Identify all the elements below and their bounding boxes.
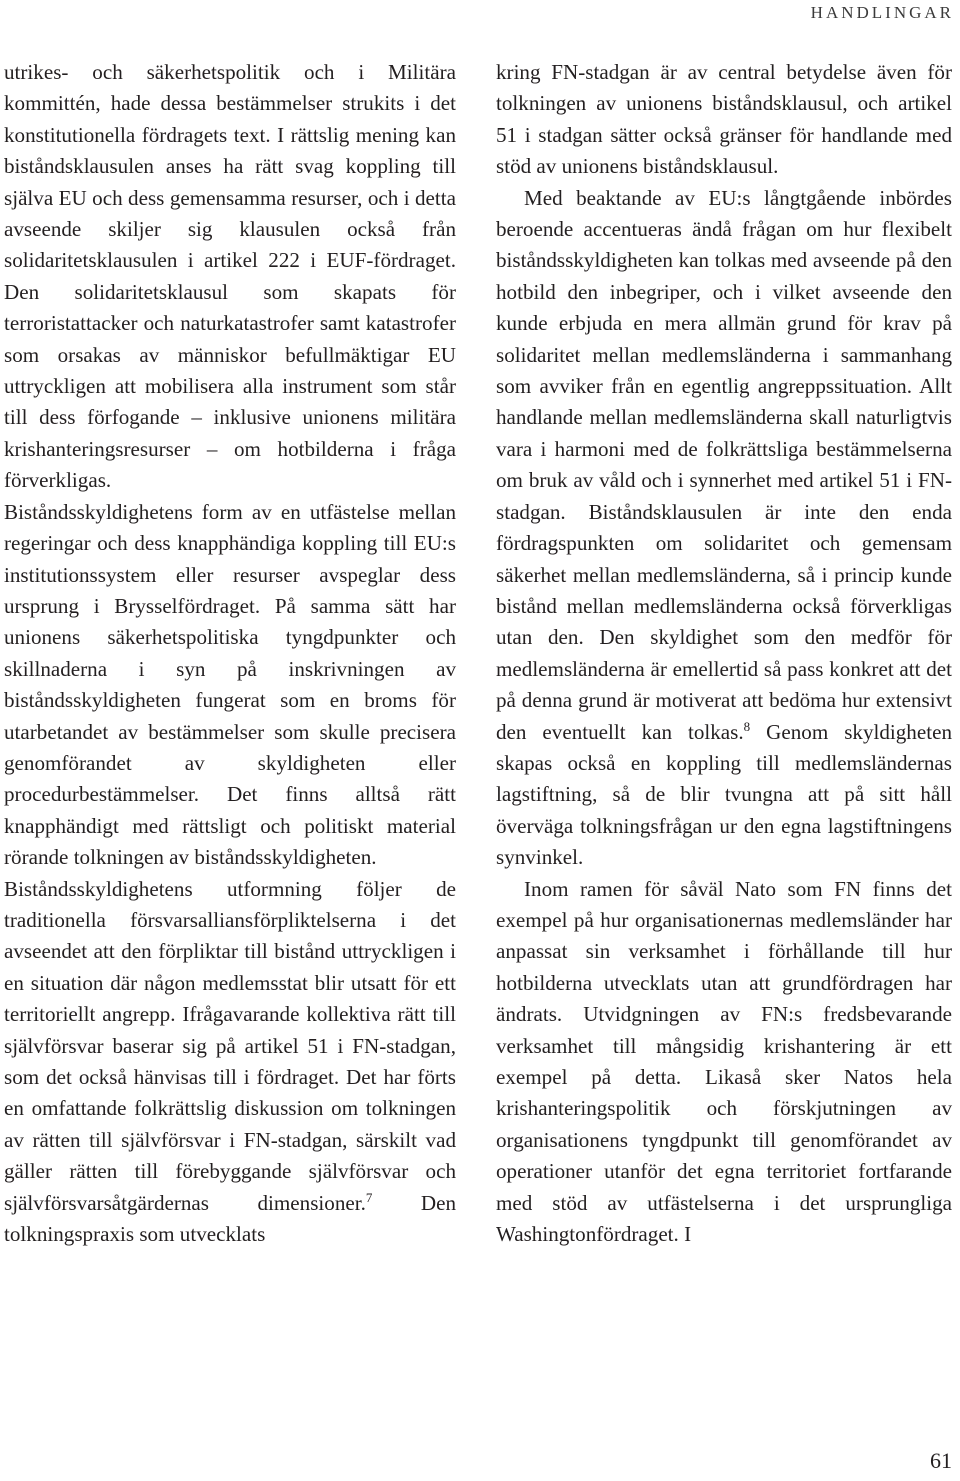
left-column — [4, 57, 456, 1250]
right-paragraph-3: Inom ramen för såväl Nato som FN finns det exempel på hur organisationernas medlemsländer har anpassat sin verksamhet i förhållande till hur hotbilderna utvecklats utan att grundfördragen har ändrats. Utvidgningen av FN:s fredsbevarande verksamhet till mångsidig krishantering är ett exempel på detta. Likaså sker Natos hela krishanteringspolitik och förskjutningen av organisationens tyngdpunkt till genomförandet av operationer utanför det egna territoriet fortfarande med stöd av utfästelserna i det ursprungliga Washingtonfördraget. I — [496, 876, 952, 1247]
left-paragraph-2: Biståndsskyldighetens form av en utfästelse mellan regeringar och dess knapphändiga koppling till EU:s institutionssystem eller resurser avspeglar dess ursprung i Brysselfördraget. På samma sätt har unionens säkerhetspolitiska tyngdpunkter och skillnaderna i syn på inskrivningen av biståndsskyldigheten fungerat som en broms för utarbetandet av bestämmelser som skulle precisera genomförandet av skyldigheten eller procedurbestämmelser. Det finns alltså rätt knapphändigt med rättsligt och politiskt material rörande tolkningen av biståndsskyldigheten. — [4, 499, 456, 870]
footnote-ref-8[interactable]: 8 — [743, 718, 751, 734]
left-paragraph-3 — [4, 874, 456, 1251]
running-head: HANDLINGAR — [810, 3, 954, 22]
left-paragraph-3-text: Biståndsskyldighetens utformning följer de traditionella försvarsalliansförpliktelserna i det avseendet att den förpliktar till bistånd uttryckligen i en situation där någon medlemsstat blir utsatt för ett territoriellt angrepp. Ifrågavarande kollektiva rätt till självförsvar baserar sig på artikel 51 i FN-stadgan, som det också hänvisas till i fördraget. Det har förts en omfattande folkrättslig diskussion om tolkningen av rätten till självförsvar i FN-stadgan, särskilt vad gäller rätten till förebyggande självförsvar och självförsvarsåtgärdernas dimensioner. — [4, 876, 456, 1215]
right-paragraph-2-tail: Genom skyldigheten skapas också en koppling till medlemsländernas lagstiftning, så de blir tvungna att på sitt håll överväga tolkningsfrågan ur den egna lagstiftningens synvinkel. — [496, 719, 952, 870]
right-paragraph-1: kring FN-stadgan är av central betydelse även för tolkningen av unionens biståndsklausul, och artikel 51 i stadgan sätter också gränser för handlande med stöd av unionens biståndsklausul. — [496, 60, 952, 179]
footnote-ref-7[interactable]: 7 — [365, 1189, 373, 1205]
right-column — [496, 57, 952, 1250]
page-number: 61 — [930, 1448, 952, 1473]
left-paragraph-3-tail: Den tolkningspraxis som utvecklats — [4, 1190, 457, 1247]
left-paragraph-1: utrikes- och säkerhetspolitik och i Militära kommittén, hade dessa bestämmelser strukits i det konstitutionella fördragets text. I rättslig mening kan biståndsklausulen anses ha rätt svag koppling till själva EU och dess gemensamma resurser, och i detta avseende skiljer sig klausulen också från solidaritetsklausulen i artikel 222 i EUF-fördraget. Den solidaritetsklausul som skapats för terroristattacker och naturkatastrofer samt katastrofer som orsakas av människor befullmäktigar EU uttryckligen att mobilisera alla instrument som står till dess förfogande – inklusive unionens militära krishanteringsresurser – om hotbilderna i fråga förverkligas. — [4, 60, 456, 493]
right-paragraph-2-text: Med beaktande av EU:s långtgående inbördes beroende accentueras ändå frågan om hur flexibelt biståndsskyldigheten kan tolkas med avseende på den hotbild den inbegriper, och i vilket avseende den kunde erbjuda en mera allmän grund för krav på solidaritet mellan medlemsländerna i sammanhang som avviker från en egentlig angreppssituation. Allt handlande mellan medlemsländerna skall naturligtvis vara i harmoni med de folkrättsliga bestämmelserna om bruk av våld och i synnerhet med artikel 51 i FN-stadgan. Biståndsklausulen är inte den enda fördragspunkten om solidaritet och gemensam säkerhet mellan medlemsländerna, så i princip kunde bistånd mellan medlemsländerna också förverkligas utan den. Den skyldighet som den medför för medlemsländerna är emellertid så pass konkret att det på denna grund är motiverat att bedöma hur extensivt den eventuellt kan tolkas. — [496, 185, 952, 744]
right-paragraph-2 — [496, 183, 952, 874]
